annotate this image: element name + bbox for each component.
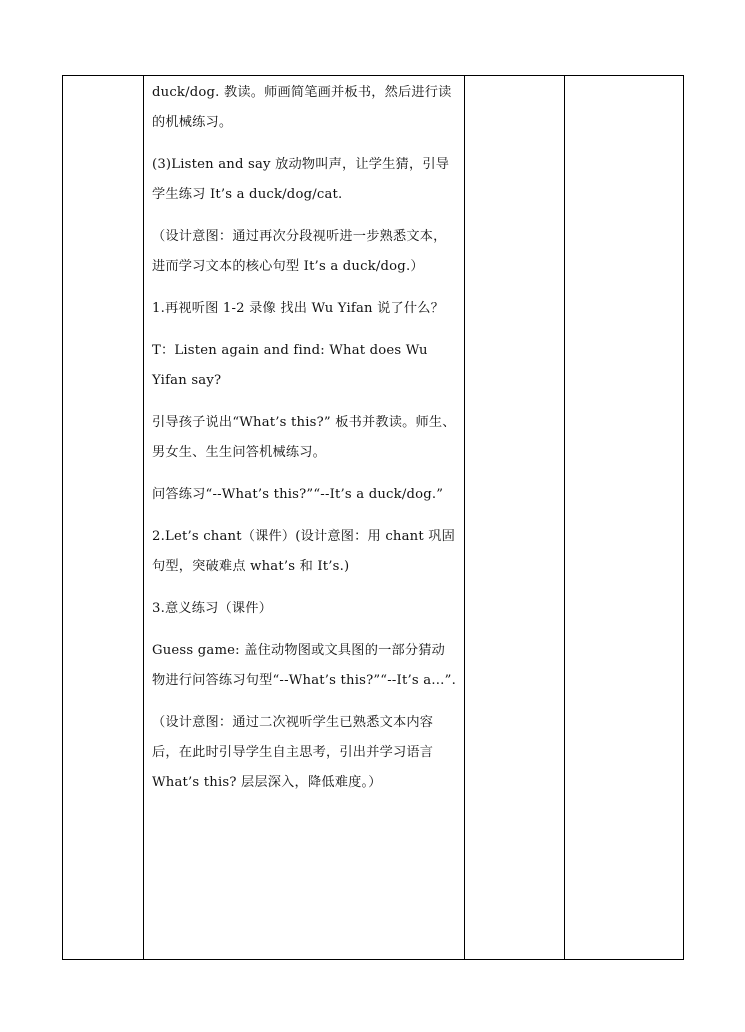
paragraph: 问答练习“--What’s this?”“--It’s a duck/dog.”	[152, 487, 444, 502]
paragraph: （设计意图：通过二次视听学生已熟悉文本内容后，在此时引导学生自主思考，引出并学习语言 What’s this? 层层深入，降低难度。）	[152, 715, 434, 790]
paragraph: 2.Let’s chant（课件）(设计意图：用 chant 巩固句型，突破难点 what’s 和 It’s.)	[152, 529, 456, 574]
paragraph: 1.再视听图 1-2 录像 找出 Wu Yifan 说了什么？	[152, 301, 445, 316]
lesson-plan-table	[62, 75, 684, 960]
table-row	[63, 76, 684, 960]
paragraph: （设计意图：通过再次分段视听进一步熟悉文本，进而学习文本的核心句型 It’s a duck/dog.）	[152, 229, 447, 274]
paragraph: (3)Listen and say 放动物叫声，让学生猜，引导学生练习 It’s a duck/dog/cat.	[152, 157, 450, 202]
paragraph: 引导孩子说出“What’s this?” 板书并教读。师生、男女生、生生问答机械练习。	[152, 415, 456, 460]
paragraph: 3.意义练习（课件）	[152, 601, 273, 616]
table-cell-empty-middle	[465, 76, 565, 960]
table-cell-empty-left	[63, 76, 144, 960]
paragraph: Guess game: 盖住动物图或文具图的一部分猜动物进行问答练习句型“--What’s this?”“--It’s a…”.	[152, 643, 456, 688]
table-cell-teaching-process	[144, 76, 465, 960]
paragraph: duck/dog. 教读。师画简笔画并板书，然后进行读的机械练习。	[152, 85, 452, 130]
paragraph: T：Listen again and find: What does Wu Yifan say?	[152, 343, 428, 388]
teaching-process-content	[144, 76, 464, 798]
table-cell-empty-right	[565, 76, 684, 960]
